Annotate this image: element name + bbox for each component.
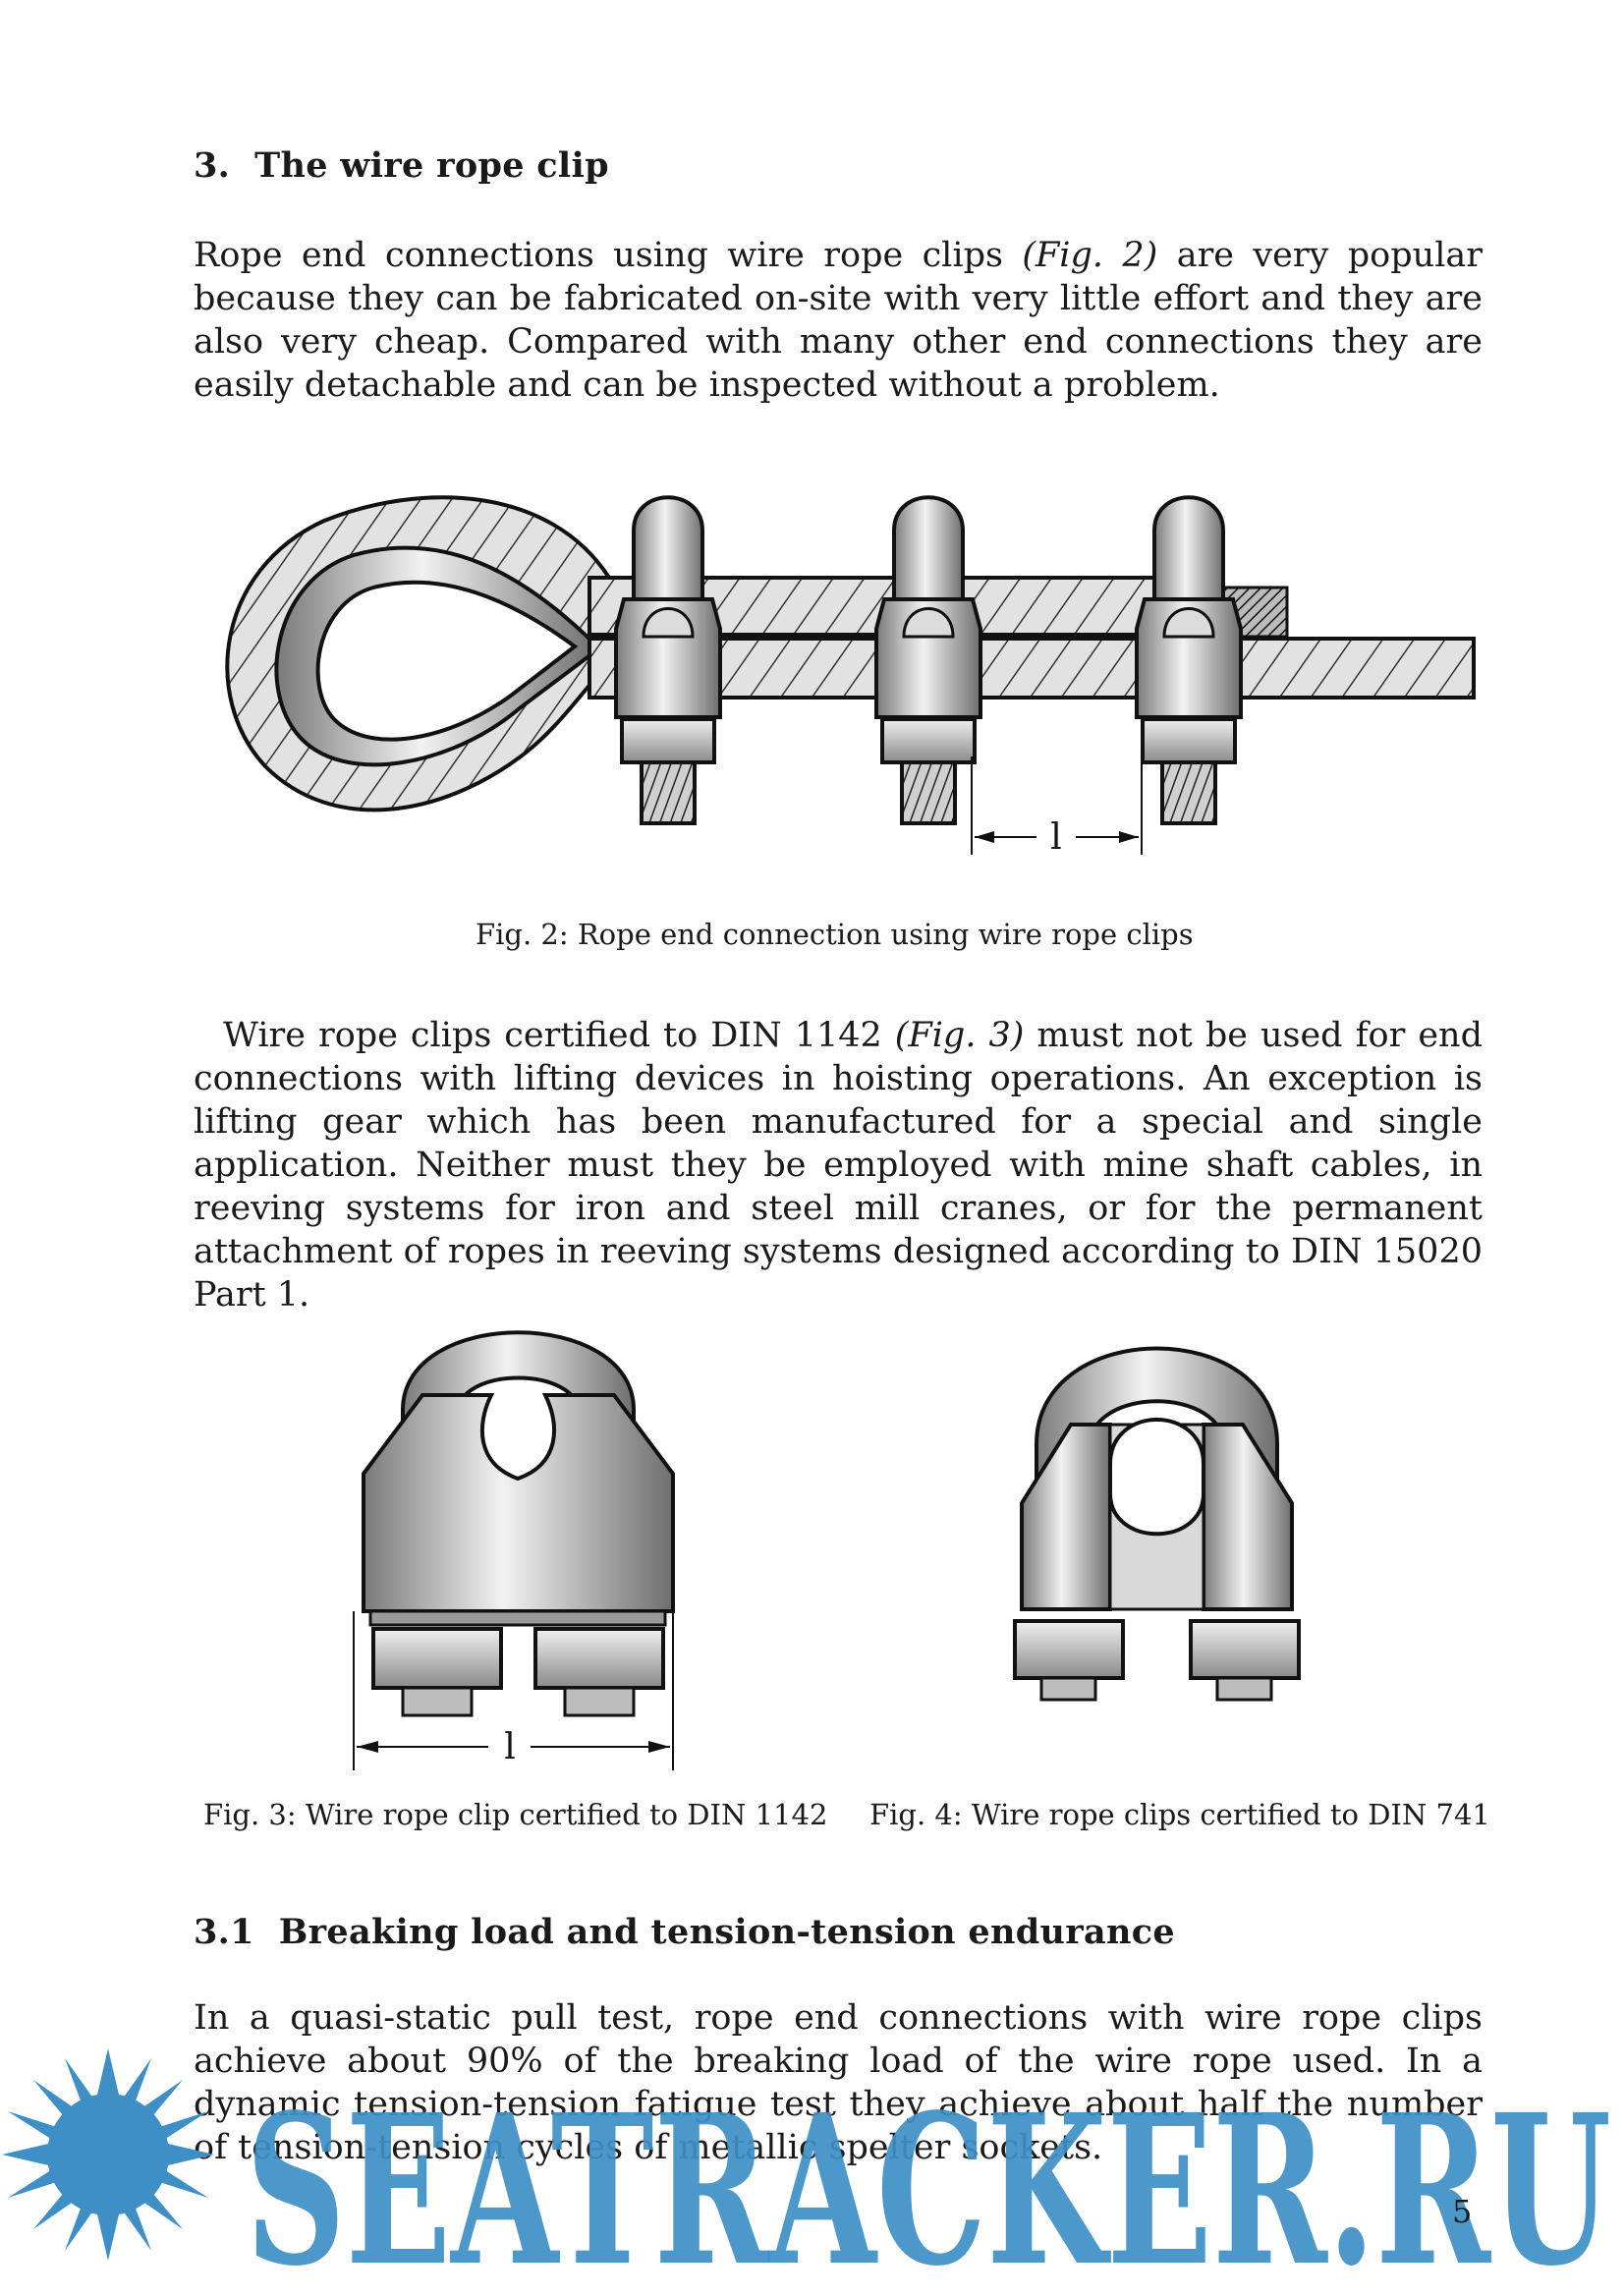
sun-logo — [2, 2048, 214, 2261]
fig3-caption: Fig. 3: Wire rope clip certified to DIN 1142 — [203, 1798, 828, 1831]
section-title: The wire rope clip — [254, 145, 609, 186]
fig4-caption: Fig. 4: Wire rope clips certified to DIN 741 — [869, 1798, 1490, 1831]
watermark-text: SEATRACKER.RU — [246, 2069, 1611, 2296]
fig2-caption: Fig. 2: Rope end connection using wire rope clips — [476, 918, 1194, 951]
section-number: 3. — [194, 145, 231, 186]
section-heading — [194, 145, 609, 186]
fig3-dimension-label: l — [504, 1727, 516, 1767]
fig3-reference: (Fig. 3) — [894, 1016, 1025, 1055]
page-number: 5 — [1452, 2193, 1473, 2230]
seatracker-watermark — [0, 2039, 1624, 2296]
fig4-din741-clip-illustration — [1007, 1336, 1307, 1709]
breaking-load-paragraph: In a quasi-static pull test, rope end connections with wire rope clips achieve about 90% of the breaking load of the wire rope used. In a dynamic tension-tension fatigue test they achieve about half the number of tension-tension cycles of metallic spelter sockets. — [194, 1998, 1483, 2167]
din1142-paragraph: Wire rope clips certified to DIN 1142 (Fig. 3) must not be used for end connections with lifting devices in hoisting operations. An exception is lifting gear which has been manufactured for a special and single application. Neither must they be employed with mine shaft cables, in reeving systems for iron and steel mill cranes, or for the permanent attachment of ropes in reeving systems designed according to DIN 15020 Part 1. — [194, 1016, 1484, 1315]
fig2-dimension-label: l — [1050, 817, 1062, 858]
fig2-reference: (Fig. 2) — [1022, 236, 1158, 275]
intro-paragraph: Rope end connections using wire rope clips (Fig. 2) are very popular because they can be fabricated on-site with very little effort and they are also very cheap. Compared with many other end connections they are easily detachable and can be inspected without a problem. — [194, 236, 1483, 405]
subsection-number: 3.1 — [194, 1912, 254, 1952]
fig2-rope-end-connection-illustration — [196, 462, 1484, 865]
fig3-din1142-clip-illustration — [349, 1316, 688, 1773]
subsection-title: Breaking load and tension-tension endurance — [278, 1912, 1175, 1952]
subsection-heading — [194, 1912, 1175, 1952]
